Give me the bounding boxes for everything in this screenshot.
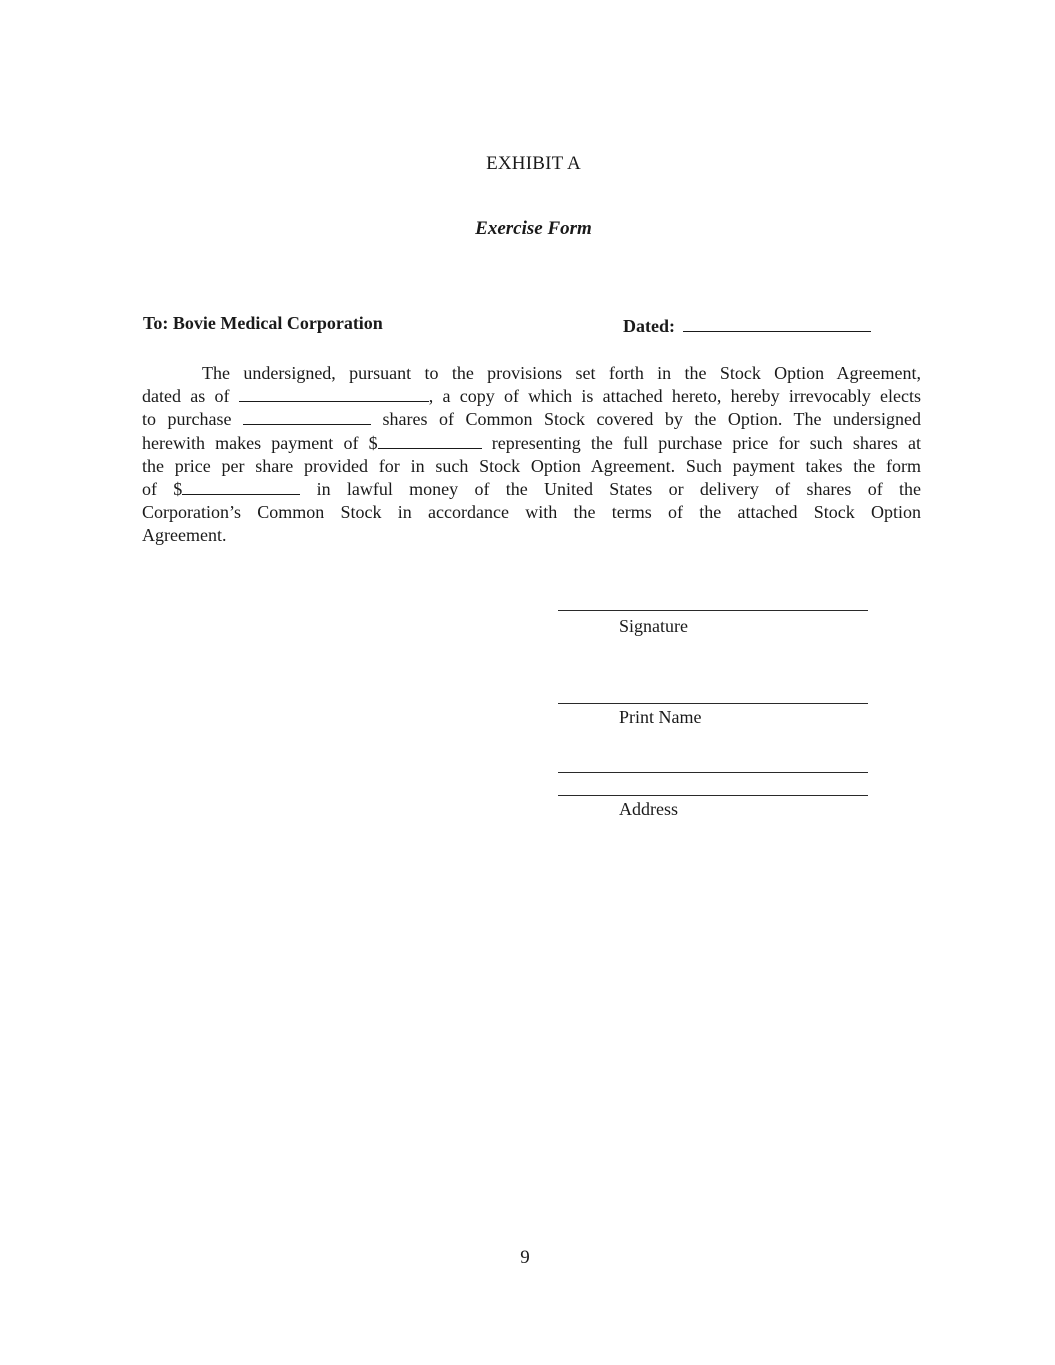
dated-field xyxy=(623,313,871,337)
address-line-2 xyxy=(558,795,868,796)
print-name-line xyxy=(558,703,868,704)
print-name-label: Print Name xyxy=(619,707,702,727)
payment-form-blank xyxy=(182,479,300,495)
body-line-1: The undersigned, pursuant to the provisions set forth in the Stock Option Agreement, xyxy=(202,363,921,383)
signature-label: Signature xyxy=(619,616,688,636)
body-line-4 xyxy=(142,432,921,455)
payment-text: herewith makes payment of $ xyxy=(142,432,378,453)
dated-as-of-text: dated as of xyxy=(142,386,230,407)
body-line-3 xyxy=(142,408,921,431)
exhibit-title: EXHIBIT A xyxy=(486,153,581,174)
body-line-5: the price per share provided for in such Stock Option Agreement. Such payment takes the form xyxy=(142,455,921,476)
address-label: Address xyxy=(619,799,678,819)
body-line-7: Corporation’s Common Stock in accordance with the terms of the attached Stock Option xyxy=(142,502,921,523)
body-line-8: Agreement. xyxy=(142,525,227,546)
dated-blank xyxy=(683,313,871,332)
to-purchase-text: to purchase xyxy=(142,409,232,430)
addressee: To: Bovie Medical Corporation xyxy=(143,313,383,333)
shares-text: shares of Common Stock covered by the Option. The undersigned xyxy=(382,409,922,430)
body-line-2 xyxy=(142,385,921,408)
form-title: Exercise Form xyxy=(475,218,592,239)
dated-label: Dated: xyxy=(623,316,675,336)
page-number: 9 xyxy=(520,1247,530,1268)
body-line-6 xyxy=(142,478,921,501)
payment-amount-blank xyxy=(378,433,482,449)
of-dollar-text: of $ xyxy=(142,479,183,500)
purchase-price-text: representing the full purchase price for such shares at xyxy=(491,432,921,453)
agreement-date-blank xyxy=(239,386,429,402)
shares-count-blank xyxy=(243,409,371,425)
lawful-money-text: in lawful money of the United States or delivery of shares of the xyxy=(316,479,921,500)
exercise-paragraph xyxy=(142,362,921,548)
address-line-1 xyxy=(558,772,868,773)
copy-attached-text: , a copy of which is attached hereto, hereby irrevocably elects xyxy=(428,386,922,407)
signature-line xyxy=(558,610,868,611)
